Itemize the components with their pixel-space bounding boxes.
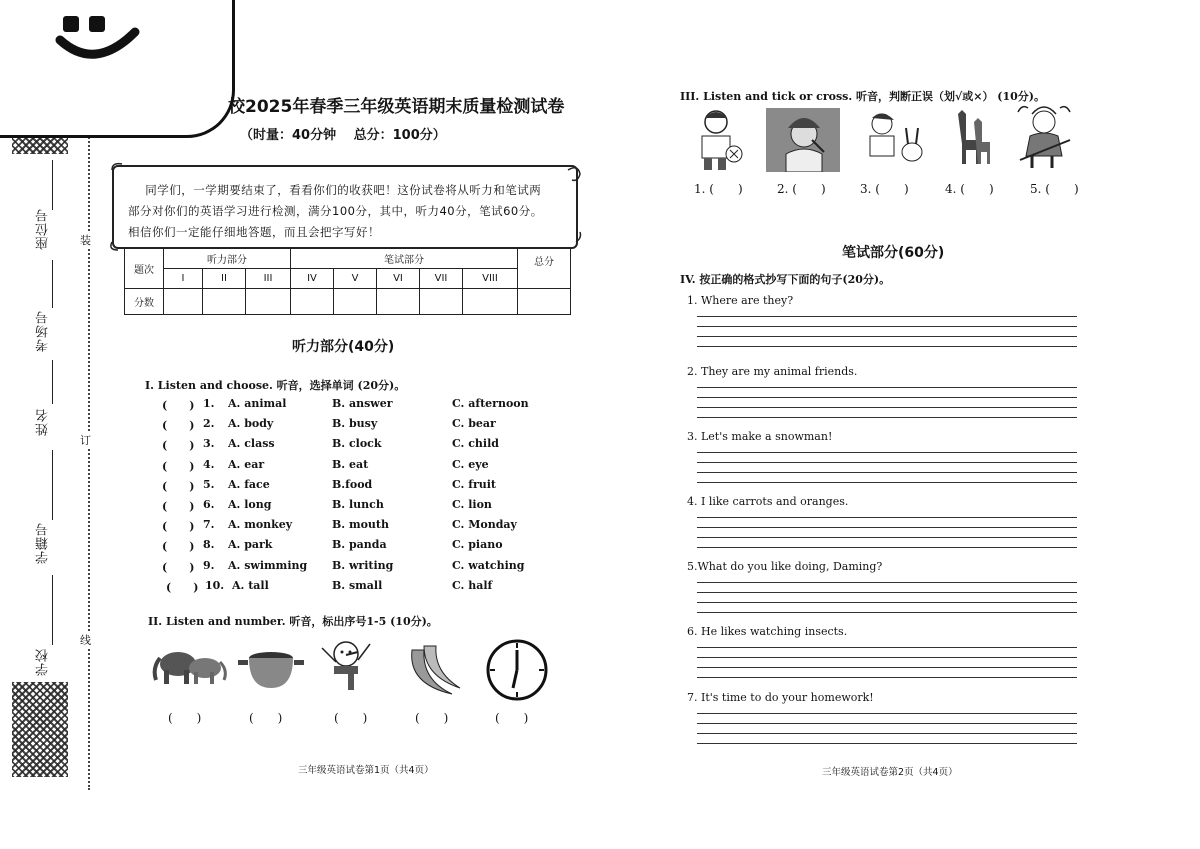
writing-line[interactable]: [697, 407, 1077, 408]
cut-char-2: 订: [80, 434, 91, 447]
writing-line[interactable]: [697, 723, 1077, 724]
option-a: A. face: [228, 477, 270, 491]
option-b: B.food: [332, 477, 373, 491]
col-6: VI: [377, 269, 420, 289]
option-c: C. fruit: [452, 477, 497, 491]
option-a: A. tall: [232, 578, 269, 592]
writing-line[interactable]: [697, 657, 1077, 658]
copy-sentence: 3. Let's make a snowman!: [687, 430, 833, 443]
writing-line[interactable]: [697, 667, 1077, 668]
part3-answer-1[interactable]: 1. ( ): [694, 182, 743, 196]
part4-heading: IV. 按正确的格式抄写下面的句子(20分)。: [680, 273, 891, 286]
answer-bracket[interactable]: ( ): [162, 500, 195, 513]
total-score-cell[interactable]: [518, 289, 571, 315]
boy-football-picture: [688, 106, 748, 172]
bananas-picture: [404, 640, 466, 700]
score-cell[interactable]: [334, 289, 377, 315]
copy-sentence: 7. It's time to do your homework!: [687, 691, 874, 704]
writing-line[interactable]: [697, 713, 1077, 714]
question-number: 9.: [203, 558, 215, 572]
option-a: A. ear: [228, 457, 265, 471]
copy-sentence: 4. I like carrots and oranges.: [687, 495, 849, 508]
part2-answer-5[interactable]: ( ): [495, 711, 529, 725]
giraffes-picture: [944, 104, 996, 174]
snowman-picture: [318, 638, 378, 700]
school-line[interactable]: [52, 575, 53, 645]
school-label: 学校: [36, 648, 51, 676]
col-3: III: [246, 269, 291, 289]
writing-line[interactable]: [697, 592, 1077, 593]
copy-sentence: 5.What do you like doing, Daming?: [687, 560, 883, 573]
answer-bracket[interactable]: ( ): [162, 399, 195, 412]
writing-line[interactable]: [697, 462, 1077, 463]
writing-line[interactable]: [697, 482, 1077, 483]
cut-char-3: 线: [80, 634, 91, 647]
question-number: 10.: [205, 578, 225, 592]
option-c: C. half: [452, 578, 493, 592]
student-id-line[interactable]: [52, 450, 53, 520]
copy-sentence: 2. They are my animal friends.: [687, 365, 858, 378]
writing-line[interactable]: [697, 417, 1077, 418]
part2-answer-4[interactable]: ( ): [415, 711, 449, 725]
option-a: A. class: [228, 437, 275, 451]
option-b: B. lunch: [332, 498, 384, 511]
question-number: 3.: [203, 437, 215, 451]
row-label-score: 分数: [125, 289, 164, 315]
option-a: A. swimming: [228, 558, 308, 572]
option-c: C. bear: [452, 417, 496, 431]
intro-line-3: 相信你们一定能仔细地答题，而且会把字写好！: [128, 225, 380, 239]
option-b: B. clock: [332, 437, 382, 451]
writing-line[interactable]: [697, 517, 1077, 518]
writing-line[interactable]: [697, 733, 1077, 734]
writing-line[interactable]: [697, 387, 1077, 388]
answer-bracket[interactable]: ( ): [162, 459, 195, 473]
question-number: 1.: [203, 397, 215, 410]
part2-answer-3[interactable]: ( ): [334, 711, 368, 725]
writing-line[interactable]: [697, 677, 1077, 678]
hatch-pattern-bottom: [12, 682, 68, 777]
page1-footer: 三年级英语试卷第1页（共4页）: [298, 765, 434, 776]
girl-brushing-teeth-picture: [766, 108, 840, 172]
score-cell[interactable]: [463, 289, 518, 315]
writing-line[interactable]: [697, 452, 1077, 453]
option-c: C. piano: [452, 538, 503, 552]
option-b: B. mouth: [332, 518, 390, 532]
watermark-logo: [0, 0, 235, 138]
row-label-question: 题次: [125, 249, 164, 289]
writing-line[interactable]: [697, 647, 1077, 648]
score-cell[interactable]: [377, 289, 420, 315]
cut-char-1: 装: [80, 234, 91, 247]
elephants-picture: [150, 640, 230, 690]
name-line[interactable]: [52, 360, 53, 404]
clock-picture: [485, 638, 549, 702]
writing-line[interactable]: [697, 472, 1077, 473]
score-cell[interactable]: [203, 289, 246, 315]
group-listening: 听力部分: [164, 249, 291, 269]
part2-answer-1[interactable]: ( ): [168, 711, 202, 725]
writing-line[interactable]: [697, 346, 1077, 347]
part3-answer-5[interactable]: 5. ( ): [1030, 182, 1079, 196]
writing-line[interactable]: [697, 326, 1077, 327]
part3-answer-3[interactable]: 3. ( ): [860, 182, 909, 196]
student-id-label: 学籍号: [36, 522, 51, 564]
score-cell[interactable]: [246, 289, 291, 315]
cut-line: [88, 130, 90, 790]
answer-bracket[interactable]: ( ): [162, 479, 195, 493]
writing-line[interactable]: [697, 397, 1077, 398]
option-c: C. eye: [452, 457, 489, 471]
answer-bracket[interactable]: ( ): [162, 520, 195, 534]
answer-bracket[interactable]: ( ): [162, 540, 195, 554]
writing-line[interactable]: [697, 582, 1077, 583]
answer-bracket[interactable]: ( ): [162, 419, 195, 433]
writing-line[interactable]: [697, 743, 1077, 744]
seat-number-label: 座位号: [36, 208, 51, 250]
score-table: [124, 248, 571, 315]
intro-text: [128, 180, 564, 243]
option-c: C. child: [452, 437, 499, 451]
name-label: 姓名: [36, 408, 51, 436]
part2-answer-2[interactable]: ( ): [249, 711, 283, 725]
option-c: C. Monday: [452, 518, 517, 532]
option-b: B. busy: [332, 417, 378, 431]
col-1: I: [164, 269, 203, 289]
question-number: 6.: [203, 498, 215, 511]
answer-bracket[interactable]: ( ): [162, 560, 195, 574]
option-b: B. small: [332, 578, 383, 592]
part3-answer-4[interactable]: 4. ( ): [945, 182, 994, 196]
monkey-king-picture: [1016, 104, 1076, 170]
score-cell[interactable]: [164, 289, 203, 315]
score-cell[interactable]: [291, 289, 334, 315]
option-a: A. park: [228, 538, 273, 552]
option-b: B. panda: [332, 538, 387, 552]
group-written: 笔试部分: [291, 249, 518, 269]
col-2: II: [203, 269, 246, 289]
option-b: B. answer: [332, 397, 393, 410]
option-a: A. monkey: [228, 518, 293, 532]
option-c: C. afternoon: [452, 397, 529, 410]
writing-line[interactable]: [697, 537, 1077, 538]
exam-title: 校2025年春季三年级英语期末质量检测试卷: [228, 97, 565, 117]
intro-line-1: 同学们，一学期要结束了，看看你们的收获吧！这份试卷将从听力和笔试两: [145, 183, 542, 197]
col-4: IV: [291, 269, 334, 289]
option-a: A. body: [228, 417, 274, 431]
option-a: A. animal: [228, 397, 287, 410]
copy-sentence: 1. Where are they?: [687, 294, 794, 307]
question-number: 7.: [203, 518, 215, 532]
question-number: 2.: [203, 417, 215, 431]
writing-line[interactable]: [697, 316, 1077, 317]
answer-bracket[interactable]: ( ): [166, 580, 199, 594]
question-number: 4.: [203, 457, 215, 471]
page2-footer: 三年级英语试卷第2页（共4页）: [822, 767, 958, 778]
option-c: C. lion: [452, 498, 492, 511]
writing-line[interactable]: [697, 602, 1077, 603]
option-c: C. watching: [452, 558, 525, 572]
question-number: 8.: [203, 538, 215, 552]
part2-heading: II. Listen and number. 听音，标出序号1-5 (10分)。: [148, 615, 438, 628]
listening-heading: 听力部分(40分): [292, 339, 395, 355]
score-cell[interactable]: [420, 289, 463, 315]
exam-room-line[interactable]: [52, 260, 53, 308]
total-header: 总分: [518, 249, 571, 289]
col-8: VIII: [463, 269, 518, 289]
writing-line[interactable]: [697, 612, 1077, 613]
option-b: B. writing: [332, 558, 394, 572]
part3-answer-2[interactable]: 2. ( ): [777, 182, 826, 196]
written-heading: 笔试部分(60分): [842, 245, 945, 261]
exam-subtitle: （时量：40分钟 总分：100分）: [240, 128, 446, 143]
writing-line[interactable]: [697, 547, 1077, 548]
girl-rabbit-picture: [860, 108, 928, 168]
option-a: A. long: [228, 498, 272, 511]
part1-heading: I. Listen and choose. 听音，选择单词 (20分)。: [145, 379, 406, 392]
part3-heading: III. Listen and tick or cross. 听音，判断正误（划√或×） (10分)。: [680, 90, 1045, 103]
seat-number-line[interactable]: [52, 160, 53, 210]
intro-line-2: 部分对你们的英语学习进行检测，满分100分，其中，听力40分，笔试60分。: [128, 204, 543, 218]
answer-bracket[interactable]: ( ): [162, 439, 195, 453]
smile-logo-icon: [55, 10, 145, 70]
writing-line[interactable]: [697, 336, 1077, 337]
col-7: VII: [420, 269, 463, 289]
col-5: V: [334, 269, 377, 289]
copy-sentence: 6. He likes watching insects.: [687, 625, 848, 638]
option-b: B. eat: [332, 457, 369, 471]
hot-pot-picture: [236, 640, 306, 695]
writing-line[interactable]: [697, 527, 1077, 528]
exam-room-label: 考场号: [36, 310, 51, 352]
question-number: 5.: [203, 477, 215, 491]
